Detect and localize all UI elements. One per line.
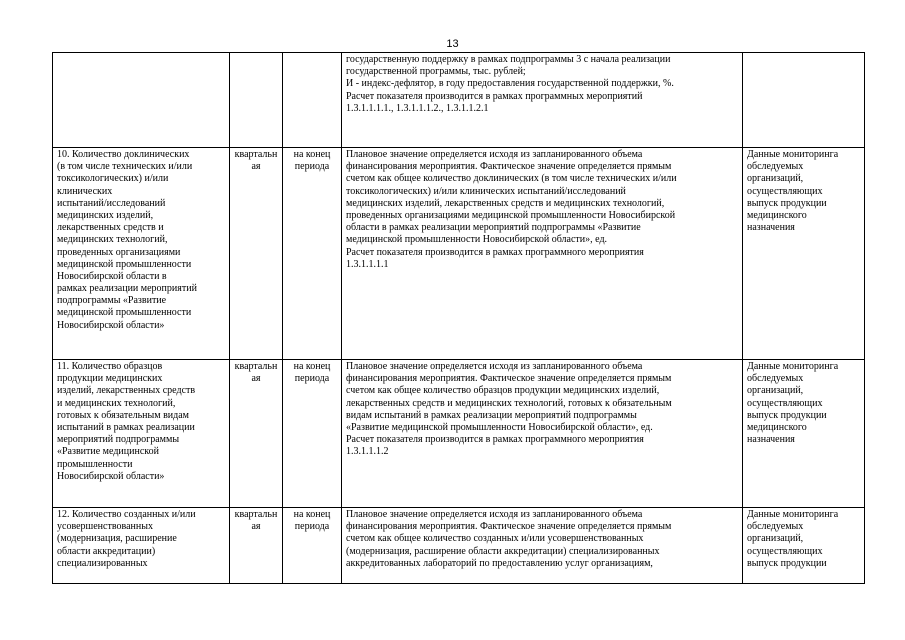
cell-text-line: осуществляющих xyxy=(747,185,823,197)
cell-text-line: назначения xyxy=(747,222,795,234)
cell-text-line: (модернизация, расширение области аккредитации) специализированных xyxy=(346,545,660,557)
cell-text-line: на конец xyxy=(293,361,331,372)
cell-text-line: медицинского xyxy=(747,421,807,433)
cell-text-line: медицинских изделий, лекарственных средств и медицинских технологий, xyxy=(346,197,665,209)
cell-text-line: выпуск продукции xyxy=(747,557,827,569)
cell-text-line: медицинского xyxy=(747,209,807,221)
cell-text-line: квартальная xyxy=(234,509,278,533)
cell-text-line: государственную поддержку в рамках подпрограммы 3 с начала реализации xyxy=(346,54,671,65)
cell-text-line: лекарственных средств и медицинских технологий, готовых к обязательным xyxy=(346,397,672,409)
cell-text-line: мероприятий подпрограммы xyxy=(57,434,180,446)
data-source-cell xyxy=(743,508,865,584)
cell-text-line: испытаний в рамках реализации xyxy=(57,421,195,433)
cell-text-line: Расчет показателя производится в рамках программного мероприятия xyxy=(346,434,644,446)
cell-text-line: организаций, xyxy=(747,173,804,185)
periodicity-cell xyxy=(230,360,283,508)
indicator-table-body xyxy=(53,53,865,584)
indicator-table xyxy=(52,52,865,584)
cell-text-line: на конец xyxy=(293,149,331,160)
cell-text-line: промышленности xyxy=(57,458,133,470)
cell-text-line: Данные мониторинга xyxy=(747,509,839,520)
cell-text-line: квартальная xyxy=(234,361,278,385)
cell-text-line: организаций, xyxy=(747,533,804,545)
cell-text-line: (в том числе технических и/или xyxy=(57,161,193,173)
cell-text-line: счетом как общее количество созданных и/или усовершенствованных xyxy=(346,533,644,545)
cell-text-line: Данные мониторинга xyxy=(747,149,839,160)
cell-text-line: Данные мониторинга xyxy=(747,361,839,372)
calculation-method-cell xyxy=(342,360,743,508)
indicator-name-cell xyxy=(53,148,230,360)
cell-text-line: квартальная xyxy=(234,149,278,173)
cell-text-line: медицинской промышленности Новосибирской области», ед. xyxy=(346,234,608,246)
cell-text-line: специализированных xyxy=(57,557,148,569)
cell-text-line: Новосибирской области в xyxy=(57,270,167,282)
cell-text-line: счетом как общее количество доклинических (в том числе технических и/или xyxy=(346,173,677,185)
cell-text-line: Плановое значение определяется исходя из запланированного объема xyxy=(346,509,643,520)
cell-text-line: рамках реализации мероприятий xyxy=(57,283,197,295)
indicator-name-cell xyxy=(53,53,230,148)
cell-text-line: «Развитие медицинской промышленности Новосибирской области», ед. xyxy=(346,421,653,433)
cell-text-line: назначения xyxy=(747,434,795,446)
cell-text-line: И - индекс-дефлятор, в году предоставления государственной поддержки, %. xyxy=(346,78,674,90)
cell-text-line: «Развитие медицинской xyxy=(57,446,159,458)
indicator-name-cell xyxy=(53,360,230,508)
cell-text-line: 11. Количество образцов xyxy=(57,361,163,372)
data-source-cell xyxy=(743,360,865,508)
cell-text-line: обследуемых xyxy=(747,161,804,173)
indicator-type-cell xyxy=(283,360,342,508)
cell-text-line: Плановое значение определяется исходя из запланированного объема xyxy=(346,149,643,160)
cell-text-line: периода xyxy=(294,373,330,385)
cell-text-line: Новосибирской области» xyxy=(57,470,165,482)
calculation-method-cell xyxy=(342,148,743,360)
cell-text-line: видам испытаний в рамках реализации мероприятий подпрограммы xyxy=(346,409,637,421)
cell-text-line: продукции медицинских xyxy=(57,373,163,385)
cell-text-line: 1.3.1.1.1.1., 1.3.1.1.1.2., 1.3.1.1.2.1 xyxy=(346,102,489,114)
cell-text-line: осуществляющих xyxy=(747,545,823,557)
cell-text-line: (модернизация, расширение xyxy=(57,533,177,545)
periodicity-cell xyxy=(230,508,283,584)
cell-text-line: счетом как общее количество образцов продукции медицинских изделий, xyxy=(346,385,660,397)
cell-text-line: финансирования мероприятия. Фактическое значение определяется прямым xyxy=(346,373,672,385)
cell-text-line: государственной программы, тыс. рублей; xyxy=(346,66,526,78)
cell-text-line: аккредитованных лабораторий по предоставлению услуг организациям, xyxy=(346,557,653,569)
cell-text-line: проведенных организациями xyxy=(57,246,181,258)
cell-text-line: Новосибирской области» xyxy=(57,319,165,331)
table-row xyxy=(53,508,865,584)
cell-text-line: испытаний/исследований xyxy=(57,197,166,209)
cell-text-line: периода xyxy=(294,521,330,533)
cell-text-line: выпуск продукции xyxy=(747,409,827,421)
indicator-type-cell xyxy=(283,53,342,148)
indicator-type-cell xyxy=(283,508,342,584)
cell-text-line: выпуск продукции xyxy=(747,197,827,209)
page-number: 13 xyxy=(446,38,459,50)
cell-text-line: 1.3.1.1.1.1 xyxy=(346,258,389,270)
calculation-method-cell xyxy=(342,508,743,584)
cell-text-line: Расчет показателя производится в рамках программных мероприятий xyxy=(346,90,643,102)
periodicity-cell xyxy=(230,53,283,148)
table-row xyxy=(53,360,865,508)
cell-text-line: токсикологических) и/или xyxy=(57,173,169,185)
cell-text-line: Расчет показателя производится в рамках программного мероприятия xyxy=(346,246,644,258)
cell-text-line: токсикологических) и/или клинических испытаний/исследований xyxy=(346,185,626,197)
cell-text-line: области аккредитации) xyxy=(57,545,156,557)
cell-text-line: и медицинских технологий, xyxy=(57,397,176,409)
cell-text-line: 1.3.1.1.1.2 xyxy=(346,446,389,458)
cell-text-line: усовершенствованных xyxy=(57,521,153,533)
cell-text-line: медицинских изделий, xyxy=(57,209,154,221)
cell-text-line: 12. Количество созданных и/или xyxy=(57,509,196,520)
indicator-type-cell xyxy=(283,148,342,360)
cell-text-line: медицинской промышленности xyxy=(57,307,192,319)
cell-text-line: медицинских технологий, xyxy=(57,234,168,246)
table-row xyxy=(53,148,865,360)
cell-text-line: области в рамках реализации мероприятий подпрограммы «Развитие xyxy=(346,222,641,234)
cell-text-line: финансирования мероприятия. Фактическое значение определяется прямым xyxy=(346,161,672,173)
cell-text-line: периода xyxy=(294,161,330,173)
cell-text-line: подпрограммы «Развитие xyxy=(57,295,167,307)
cell-text-line: готовых к обязательным видам xyxy=(57,409,190,421)
cell-text-line: проведенных организациями медицинской промышленности Новосибирской xyxy=(346,209,676,221)
periodicity-cell xyxy=(230,148,283,360)
cell-text-line: финансирования мероприятия. Фактическое значение определяется прямым xyxy=(346,521,672,533)
cell-text-line: на конец xyxy=(293,509,331,520)
data-source-cell xyxy=(743,148,865,360)
calculation-method-cell xyxy=(342,53,743,148)
table-row xyxy=(53,53,865,148)
cell-text-line: лекарственных средств и xyxy=(57,222,164,234)
cell-text-line: обследуемых xyxy=(747,373,804,385)
cell-text-line: 10. Количество доклинических xyxy=(57,149,190,160)
cell-text-line: организаций, xyxy=(747,385,804,397)
cell-text-line: Плановое значение определяется исходя из запланированного объема xyxy=(346,361,643,372)
indicator-name-cell xyxy=(53,508,230,584)
cell-text-line: медицинской промышленности xyxy=(57,258,192,270)
cell-text-line: обследуемых xyxy=(747,521,804,533)
cell-text-line: клинических xyxy=(57,185,113,197)
data-source-cell xyxy=(743,53,865,148)
cell-text-line: осуществляющих xyxy=(747,397,823,409)
cell-text-line: изделий, лекарственных средств xyxy=(57,385,196,397)
